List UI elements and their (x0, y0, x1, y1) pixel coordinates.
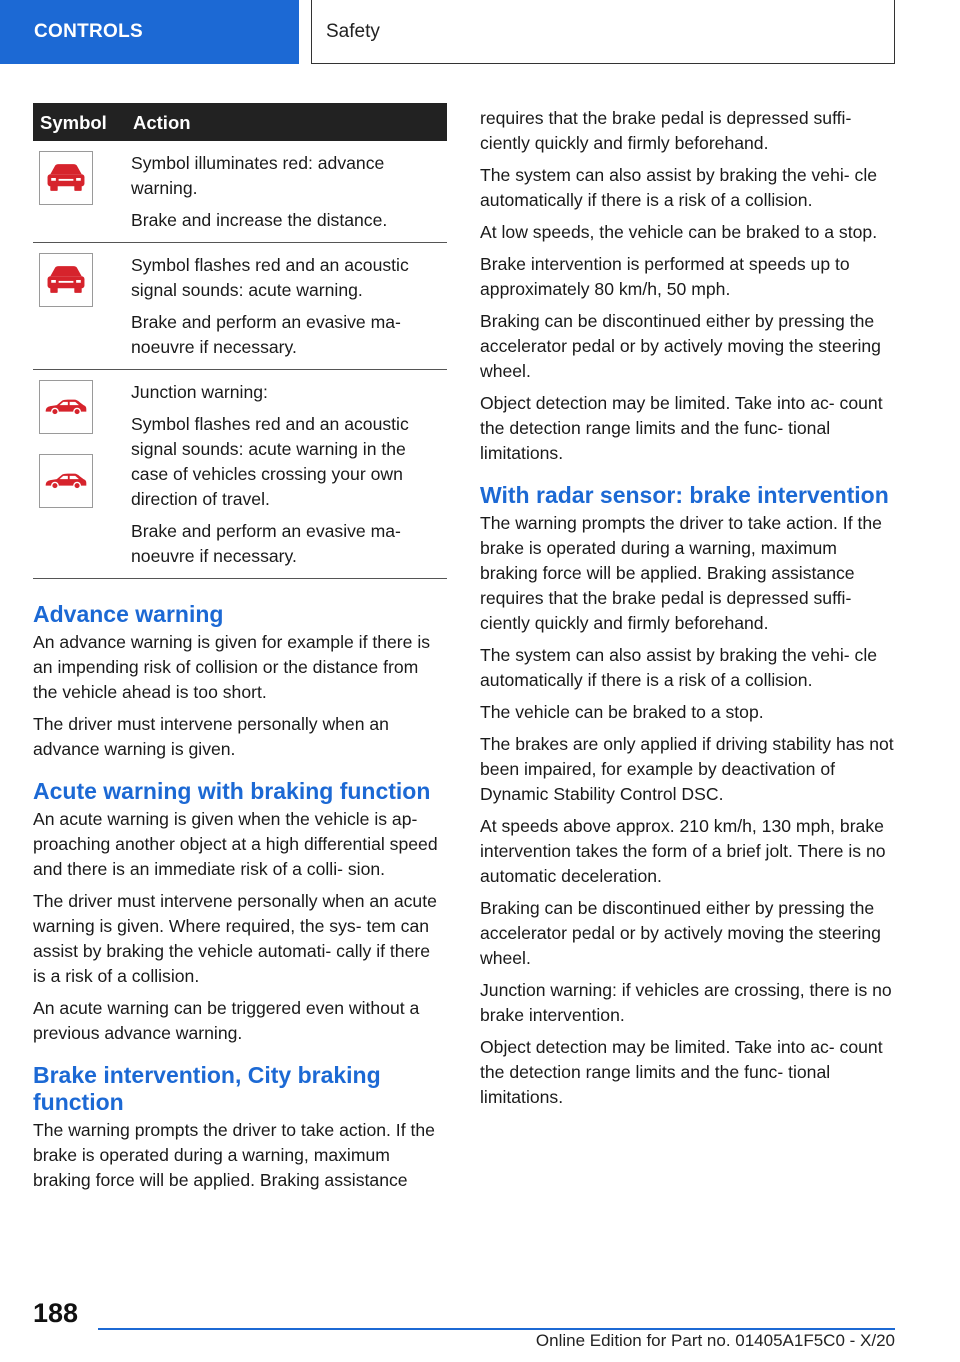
symbol-cell (33, 141, 131, 243)
symbol-cell (33, 370, 131, 579)
paragraph: The vehicle can be braked to a stop. (480, 702, 764, 722)
subsection-tab (311, 0, 895, 64)
action-cell (131, 243, 447, 370)
paragraph: Junction warning: if vehicles are crossing, there is no brake intervention. (480, 980, 892, 1025)
paragraph: Braking can be discontinued either by pressing the accelerator pedal or by actively moving the steering wheel. (480, 311, 881, 381)
paragraph: At speeds above approx. 210 km/h, 130 mph, brake intervention takes the form of a brief jolt. There is no automatic deceleration. (480, 816, 886, 886)
footer-divider (98, 1328, 895, 1330)
paragraph: An acute warning is given when the vehicle is ap‐ proaching another object at a high differential speed and there is an immediate risk of a colli‐ sion. (33, 809, 438, 879)
paragraph: An acute warning can be triggered even without a previous advance warning. (33, 998, 420, 1043)
paragraph: An advance warning is given for example if there is an impending risk of collision or the distance from the vehicle ahead is too short. (33, 632, 431, 702)
edition-footer: Online Edition for Part no. 01405A1F5C0 - X/20 (535, 1331, 895, 1350)
paragraph: The system can also assist by braking the vehi‐ cle automatically if there is a risk of a collision. (480, 165, 878, 210)
paragraph: The brakes are only applied if driving stability has not been impaired, for example by deactivation of Dynamic Stability Control DSC. (480, 734, 894, 804)
paragraph: The driver must intervene personally when an acute warning is given. Where required, the sys‐ tem can assist by braking the vehicle automati‐ cally if there is a risk of a collision. (33, 891, 437, 986)
page-number: 188 (33, 1298, 79, 1328)
symbol-table (33, 103, 447, 579)
paragraph: The warning prompts the driver to take action. If the brake is operated during a warning, maximum braking force will be applied. Braking assistance (33, 1120, 435, 1190)
paragraph: The driver must intervene personally when an advance warning is given. (33, 714, 389, 759)
action-cell (131, 370, 447, 579)
car-side-red-icon (39, 380, 93, 434)
table-row (33, 370, 447, 579)
paragraph: Object detection may be limited. Take into ac‐ count the detection range limits and the func‐ tional limitations. (480, 1037, 883, 1107)
action-text: Symbol illuminates red: advance warning. (131, 153, 385, 198)
symbol-cell (33, 243, 131, 370)
paragraph: requires that the brake pedal is depressed suffi‐ ciently quickly and firmly beforehand. (480, 108, 852, 153)
paragraph: Braking can be discontinued either by pressing the accelerator pedal or by actively moving the steering wheel. (480, 898, 881, 968)
paragraph: The system can also assist by braking the vehi‐ cle automatically if there is a risk of a collision. (480, 645, 878, 690)
action-cell (131, 141, 447, 243)
right-column (480, 106, 898, 1117)
heading-advance-warning: Advance warning (33, 601, 224, 627)
left-column (33, 103, 447, 1200)
action-text: Brake and perform an evasive ma‐ noeuvre if necessary. (131, 521, 401, 566)
car-side-red-icon (39, 454, 93, 508)
paragraph: Brake intervention is performed at speeds up to approximately 80 km/h, 50 mph. (480, 254, 850, 299)
car-front-red-icon (39, 253, 93, 307)
heading-acute-warning: Acute warning with braking function (33, 778, 431, 804)
car-front-red-icon (39, 151, 93, 205)
column-header-action: Action (131, 103, 447, 141)
heading-radar-brake-intervention: With radar sensor: brake intervention (480, 482, 889, 508)
section-title: CONTROLS (34, 21, 144, 42)
table-row (33, 243, 447, 370)
action-text: Symbol flashes red and an acoustic signal sounds: acute warning in the case of vehicles crossing your own direction of travel. (131, 414, 409, 509)
subsection-title: Safety (326, 20, 380, 42)
section-tab (0, 0, 299, 64)
table-row (33, 141, 447, 243)
column-header-symbol: Symbol (33, 103, 131, 141)
action-text: Brake and perform an evasive ma‐ noeuvre if necessary. (131, 312, 401, 357)
paragraph: Object detection may be limited. Take into ac‐ count the detection range limits and the func‐ tional limitations. (480, 393, 883, 463)
table-header-row (33, 103, 447, 141)
action-text: Symbol flashes red and an acoustic signal sounds: acute warning. (131, 255, 409, 300)
action-text: Junction warning: (131, 382, 268, 402)
action-text: Brake and increase the distance. (131, 210, 388, 230)
paragraph: At low speeds, the vehicle can be braked to a stop. (480, 222, 878, 242)
heading-brake-intervention: Brake intervention, City braking function (33, 1062, 381, 1115)
paragraph: The warning prompts the driver to take action. If the brake is operated during a warning, maximum braking force will be applied. Braking assistance requires that the brake pedal is depressed suffi‐ ciently quickly and firmly beforehand. (480, 513, 882, 633)
